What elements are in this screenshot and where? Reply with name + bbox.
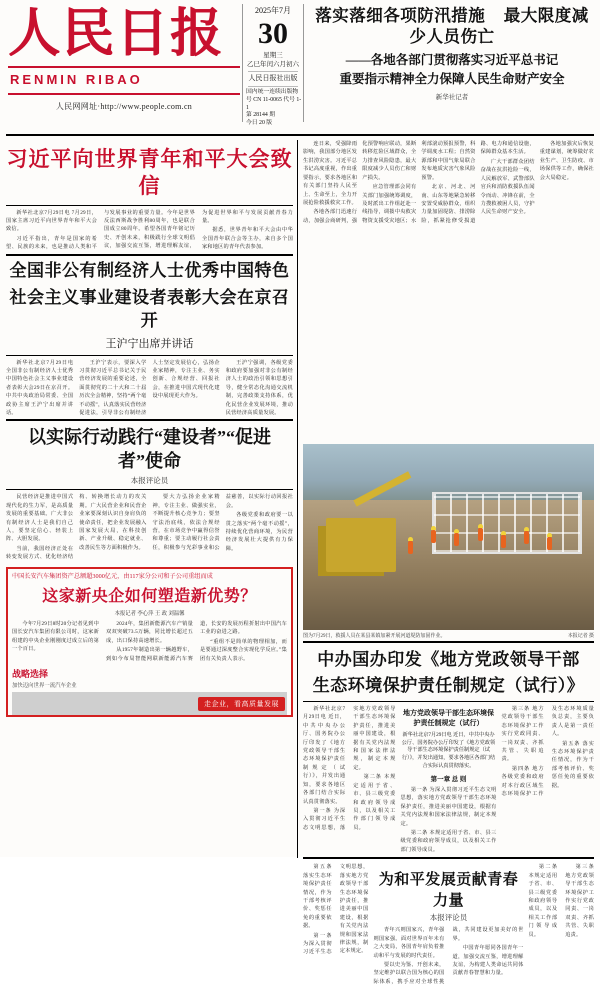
page-count: 今日 20 版 <box>246 120 273 127</box>
editorial-author: 本报评论员 <box>130 476 169 486</box>
regulation-section <box>303 705 594 855</box>
ad-byline: 本报记者 李心萍 王 政 刘温馨 <box>114 610 185 617</box>
masthead <box>6 4 594 132</box>
lead-para-2: 习近平指出，青年是国家的希望、民族的未来，也是推动人类和平与发展事业的重要力量。今年是世界反法西斯战争胜利80周年，也是联合国成立80周年。希望各国青年铭记历史、开创未来，积极践行全球文明倡议，加强交流互鉴，增进理解友谊，为促进世界和平与发展贡献青春力量。 <box>6 209 293 251</box>
bottom-editorial-headline[interactable]: 为和平发展贡献青春力量 <box>378 872 519 910</box>
bottom-left-para-1: 第五条 落实生态环境保护责任情况，作为干部考核评价、奖惩任免的重要依据。 <box>303 864 332 930</box>
date-divider-2 <box>248 86 298 87</box>
photo-worker <box>547 537 552 550</box>
lunar-date: 乙巳年闰六月初六 <box>247 61 299 69</box>
flood-para-1: 连日来，受强降雨影响，我国部分地区发生洪涝灾害。习近平总书记高度重视，作出重要指示，要求各地区和有关部门坚持人民至上、生命至上，全力开展抢险救援救灾工作。 <box>303 141 358 206</box>
regulation-intro-para: 新华社北京7月29日电 近日，中共中央办公厅、国务院办公厅印发了《地方党政领导干部生态环境保护责任制规定（试行）》，并发出通知，要求各地区各部门结合实际认真贯彻落实。 <box>303 705 346 805</box>
editorial-rule <box>6 489 293 490</box>
bottom-editorial-main <box>374 863 524 986</box>
photo-worker <box>454 533 459 546</box>
lead-para-1: 新华社北京7月29日电 7月29日，国家主席习近平向世界青年和平大会致信。 <box>6 209 97 233</box>
flood-para-4: 北京、河北、河南、山东等地紧急转移安置受威胁群众，组织力量加固堤防、排涝除险，抓紧抢修受损道路、电力和通信设施，保障群众基本生活。 <box>421 141 535 224</box>
editorial-para-3: 要大力弘扬企业家精神，专注主业、做强实业，不断提升核心竞争力；要坚守法治底线，依法合规经营，在市场竞争中赢得信誉和尊重；要主动履行社会责任，积极参与光彩事业和公益慈善，以实际行动回报社会。 <box>152 494 293 551</box>
photo-caption <box>303 632 594 639</box>
photo-worker <box>524 531 529 544</box>
date-day: 30 <box>258 16 288 50</box>
editorial-body <box>6 493 293 561</box>
flood-headline-primary <box>310 6 594 47</box>
regulation-headline-b[interactable]: 生态环境保护责任制规定（试行）》 <box>312 675 585 695</box>
photo-worker <box>501 535 506 548</box>
photo-worker <box>408 541 413 554</box>
bottom-right-filler <box>529 863 595 940</box>
bottom-editorial-section <box>303 863 594 986</box>
story2-para-2: 王沪宁表示，要深入学习贯彻习近平总书记关于民营经济发展的重要论述，全面贯彻党的二十大和二十届历次全会精神，坚持“两个毫不动摇”，认真落实民营经济促进法，引导非公有制经济人士坚定发展信心，弘扬企业家精神，专注主业、务实创新、合规经营、回报社会，在推进中国式现代化建设中展现更大作为。 <box>79 359 220 417</box>
publisher: 人民日报社出版 <box>248 74 298 83</box>
regulation-article-1: 第一条 为深入贯彻习近平生态文明思想，落实地方党政领导干部生态环境保护责任，推进美丽中国建设，根据有关党内法规和国家法律法规，制定本规定。 <box>400 786 497 827</box>
date-block <box>242 4 304 127</box>
ad-section-subtitle: 加快迈向世界一流汽车企业 <box>12 683 77 690</box>
ad-section-title: 战略选择 <box>12 669 49 680</box>
news-photo <box>303 444 594 630</box>
bottom-editorial-para-1: 青年兴则国家兴，青年强则国家强。面对世界百年未有之大变局，各国青年肩负着推动和平与发展的时代责任。 <box>373 927 445 959</box>
lead-para-3: 据悉，世界青年和平大会由中华全国青年联合会等主办，来自多个国家和地区的青年代表参加。 <box>202 227 293 251</box>
story2-rule <box>6 355 293 356</box>
bottom-editorial-left <box>303 863 369 986</box>
regulation-left-text <box>303 705 396 855</box>
bottom-left-para-2: 第一条 为深入贯彻习近平生态文明思想，落实地方党政领导干部生态环境保护责任，推进美丽中国建设，根据有关党内法规和国家法律法规，制定本规定。 <box>303 864 369 956</box>
regulation-doc-meta: 新华社北京7月29日电 近日，中共中央办公厅、国务院办公厅印发了《地方党政领导干部生态环境保护责任制规定（试行）》，并发出通知，要求各地区各部门结合实际认真贯彻落实。 <box>401 731 496 770</box>
story2-body <box>6 359 293 418</box>
flood-article-body <box>303 140 594 440</box>
ad-kicker: 中国长安汽车集团资产总额超3000亿元，由117家分公司和子公司重组而成 <box>12 572 213 580</box>
ad-para-2: 2024年，集团新能源汽车产销量双双突破73.5万辆，同比增长超过五成，出口保持高速增长。 <box>106 620 193 644</box>
regulation-chapter: 第一章 总 则 <box>430 775 467 783</box>
ad-para-4: “重组不是简单的物理相加，而是要通过深度整合实现化学反应。”集团有关负责人表示。 <box>200 638 287 662</box>
right-rule-3 <box>303 857 594 859</box>
regulation-article-2: 第二条 本规定适用于省、市、县三级党委和政府领导成员，以及相关工作部门领导成员。 <box>400 829 497 853</box>
left-column <box>6 140 298 858</box>
regulation-intro <box>303 705 396 833</box>
story2-headline-a[interactable]: 全国非公有制经济人士优秀中国特色 <box>9 260 290 280</box>
masthead-lead-story <box>304 4 594 101</box>
news-photo-wrap <box>303 444 594 639</box>
date-divider <box>248 71 298 72</box>
bottom-editorial-para-2: 要以史为鉴、开创未来，坚定维护以联合国为核心的国际体系，携手应对全球性挑战，共同建设更加美好的世界。 <box>373 927 524 985</box>
ad-body <box>12 620 287 663</box>
content-grid <box>6 140 594 985</box>
website-line[interactable]: 人民网网址·http://www.people.com.cn <box>55 101 193 111</box>
bottom-editorial-author: 本报评论员 <box>429 913 468 923</box>
feature-ad-box[interactable] <box>6 567 293 717</box>
editorial-para-2: 当前，我国经济正处在转变发展方式、优化经济结构、转换增长动力的攻关期。广大民营企业和民营企业家要深刻认识自身肩负的使命责任，把企业发展融入国家发展大局，在科技创新、产业升级、稳定就业、改善民生等方面积极作为。 <box>6 494 147 561</box>
regulation-body-4: 第四条 地方各级党委和政府对本行政区域生态环境保护工作及生态环境质量负总责，主要负责人是第一责任人。 <box>501 705 594 798</box>
bottom-editorial-body <box>374 926 524 986</box>
right-rule-1 <box>303 641 594 643</box>
bottom-editorial-right <box>529 863 595 986</box>
story2-para-1: 新华社北京7月29日电 全国非公有制经济人士优秀中国特色社会主义事业建设者表彰大会29日在京召开。中共中央政治局常委、全国政协主席王沪宁出席并讲话。 <box>6 359 74 417</box>
regulation-body-5: 第五条 落实生态环境保护责任情况，作为干部考核评价、奖惩任免的重要依据。 <box>551 740 594 789</box>
regulation-headline-a[interactable]: 中办国办印发《地方党政领导干部 <box>317 650 580 669</box>
lead-headline[interactable]: 习近平向世界青年和平大会致信 <box>6 147 293 199</box>
flood-subhead-2: 重要指示精神全力保障人民生命财产安全 <box>339 71 565 86</box>
regulation-doc-title: 地方党政领导干部生态环境保护责任制规定（试行） <box>403 708 494 728</box>
lead-article-body <box>6 209 293 252</box>
weekday: 星期三 <box>263 52 283 60</box>
ad-headline[interactable]: 这家新央企如何塑造新优势？ <box>42 587 257 605</box>
issue-code: 国内统一连续出版物号 CN 11-0065 代号 1-1 <box>246 88 302 111</box>
bottom-right-para-2: 第三条 地方党政领导干部生态环境保护工作实行党政同责、一岗双责、齐抓共管、失职追责。 <box>565 864 594 938</box>
editorial-headline[interactable]: 以实际行动践行“建设者”“促进者”使命 <box>28 427 271 471</box>
photo-worker <box>478 528 483 541</box>
right-column <box>298 140 594 985</box>
photo-worker <box>431 530 436 543</box>
flood-para-5: 广大干部群众团结奋战在抗洪抢险一线，人民解放军、武警部队官兵和消防救援队伍闻令而动、冲锋在前，全力搜救被困人员，守护人民生命财产安全。 <box>480 158 535 216</box>
bottom-editorial-para-3: 中国青年愿同各国青年一道，加强交流互鉴，增进理解友谊，为构建人类命运共同体贡献青春智慧和力量。 <box>452 945 524 977</box>
flood-para-6: 各地加强灾后恢复重建谋划，统筹做好农业生产、卫生防疫、市场保供等工作，确保社会大局稳定。 <box>539 141 594 181</box>
section-rule-2 <box>6 419 293 421</box>
flood-subhead-1: ——各地各部门贯彻落实习近平总书记 <box>345 53 559 68</box>
bottom-right-para-1: 第二条 本规定适用于省、市、县三级党委和政府领导成员，以及相关工作部门领导成员。 <box>528 864 558 938</box>
masthead-brand <box>6 4 242 112</box>
date-year-month: 2025年7月 <box>255 6 291 15</box>
newspaper-pinyin: RENMIN RIBAO <box>10 71 143 87</box>
photo-caption-text: 图为7月29日，救援人员在某县某镇加紧开展河道堤防加固作业。 <box>303 634 446 639</box>
flood-para-3: 应急管理部会同有关部门加强统筹调度，及时派出工作组赶赴一线指导，调拨中央救灾物资支援受灾地区；水利部滚动预报预警，科学调度水工程；自然资源部和中国气象局联合发布地质灾害气象风险预警。 <box>362 141 476 224</box>
ad-para-1: 今年7月29日8时20分记者见到中国长安汽车集团有限公司时，这家新组建的中央企业刚刚度过成立后的第一个百日。 <box>12 620 99 653</box>
regulation-body-1: 第一条 为深入贯彻习近平生态文明思想，落实地方党政领导干部生态环境保护责任，推进美丽中国建设，根据有关党内法规和国家法律法规，制定本规定。 <box>303 705 396 831</box>
right-rule-2 <box>303 701 594 702</box>
editorial-para-1: 民营经济是推进中国式现代化的生力军，是高质量发展的重要基础。广大非公有制经济人士是我们自己人，要坚定信心、轻装上阵、大胆发展。 <box>6 494 74 543</box>
flood-headline-b: 最大限度减少人员伤亡 <box>409 6 589 46</box>
editorial-para-4: 各级党委和政府要一以贯之落实“两个毫不动摇”，持续优化营商环境，为民营经济发展壮大提供有力保障。 <box>225 512 293 552</box>
regulation-body-2: 第二条 本规定适用于省、市、县三级党委和政府领导成员，以及相关工作部门领导成员。 <box>353 774 396 831</box>
section-rule-1 <box>6 254 293 256</box>
regulation-right-text <box>502 705 595 855</box>
ad-para-3: 从1957年制造出第一辆越野车，到如今布局智能网联新能源汽车赛道，长安的发展历程折射出中国汽车工业的奋进之路。 <box>106 620 287 662</box>
regulation-body-3: 第三条 地方党政领导干部生态环境保护工作实行党政同责、一岗双责、齐抓共管、失职追责。 <box>501 705 544 763</box>
regulation-doc-block <box>401 705 497 855</box>
flood-para-2: 各地各部门迅速行动，加强会商研判，强化预警响应联动，果断转移危险区域群众，全力排查风险隐患，最大限度减少人员伤亡和财产损失。 <box>303 141 417 224</box>
bottom-left-filler <box>303 863 369 957</box>
story2-para-3: 王沪宁强调，各级党委和政府要加强对非公有制经济人士的政治引领和思想引导，健全常态化沟通交流机制，完善政策支持体系，优化民营企业发展环境，推动民营经济高质量发展。 <box>225 359 293 417</box>
flood-byline: 新华社记者 <box>435 93 469 101</box>
flood-headline-a: 落实落细各项防汛措施 <box>315 6 486 25</box>
story2-headline-b[interactable]: 社会主义事业建设者表彰大会在京召开 <box>9 287 290 330</box>
lead-rule <box>6 205 293 206</box>
masthead-divider-2 <box>8 93 240 95</box>
masthead-divider <box>8 66 240 68</box>
regulation-continued <box>502 705 595 799</box>
issue-number: 第 28144 期 <box>246 112 275 119</box>
masthead-bottom-rule <box>6 134 594 136</box>
story2-subhead: 王沪宁出席并讲话 <box>105 337 194 350</box>
ad-badge[interactable]: 走企业，看高质量发展 <box>198 697 285 711</box>
newspaper-title: 人民日报 <box>8 6 225 63</box>
photo-excavator <box>326 518 396 572</box>
regulation-articles <box>401 786 497 854</box>
photo-credit: 本报记者 摄 <box>567 634 594 639</box>
